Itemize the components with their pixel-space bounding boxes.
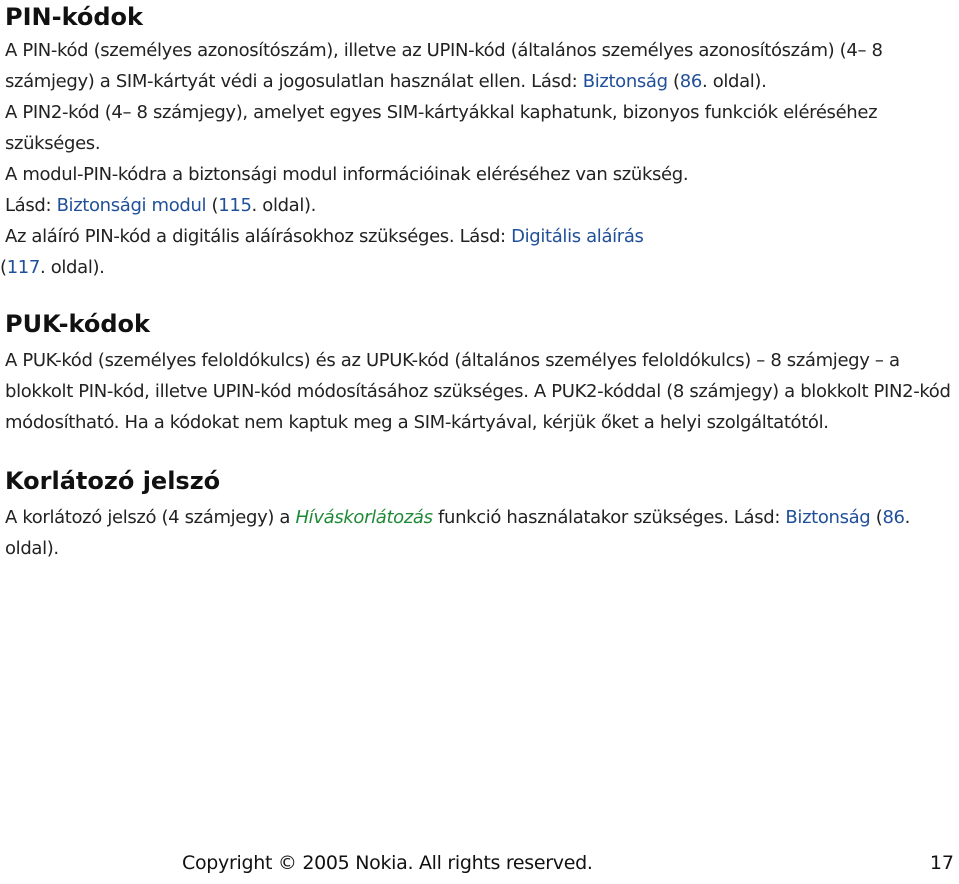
paragraph-pin-code [5, 35, 955, 97]
see-label: Lásd: [454, 226, 512, 247]
paragraph-signing-pin [0, 221, 955, 283]
link-biztonsagi-modul[interactable]: Biztonsági modul [56, 195, 207, 216]
page-footer [0, 852, 959, 882]
paragraph-puk-code: A PUK-kód (személyes feloldókulcs) és az UPUK-kód (általános személyes feloldókulcs) – 8 számjegy – a blokkolt PIN-kód, illetve UPIN-kód módosításához szükséges. A PUK2-kóddal (8 számjegy) a blokkolt PIN2-kód módosítható. Ha a kódokat nem kaptuk meg a SIM-kártyával, kérjük őket a helyi szolgáltatótól. [5, 350, 951, 433]
paragraph-text: Az aláíró PIN-kód a digitális aláírásokhoz szükséges. [5, 226, 455, 247]
copyright-notice: Copyright © 2005 Nokia. All rights reserved. [182, 852, 593, 874]
page-ref-suffix: . oldal). [251, 195, 317, 216]
see-label: Lásd: [5, 195, 57, 216]
paragraph-text: A korlátozó jelszó (4 számjegy) a [5, 507, 296, 528]
section-title-barring-password: Korlátozó jelszó [5, 467, 221, 495]
page-ref-suffix: . oldal). [5, 507, 911, 559]
paren-open: ( [667, 71, 680, 92]
section-title-puk-codes: PUK-kódok [5, 310, 150, 338]
page-ref-suffix: . oldal). [701, 71, 767, 92]
link-hivaskorlatozas[interactable]: Híváskorlátozás [295, 507, 433, 528]
link-biztonsag[interactable]: Biztonság [785, 507, 871, 528]
paragraph-text-continued: funkció használatakor szükséges. [432, 507, 729, 528]
link-digitalis-alairas[interactable]: Digitális aláírás [511, 226, 644, 247]
paragraph-pin2-code: A PIN2-kód (4– 8 számjegy), amelyet egyes SIM-kártyákkal kaphatunk, bizonyos funkciók eléréséhez szükséges. [5, 102, 878, 154]
paren-open: ( [206, 195, 219, 216]
paragraph-module-pin [5, 159, 955, 221]
paren-open: ( [0, 257, 7, 278]
page-ref-link[interactable]: 117 [6, 257, 40, 278]
see-label: Lásd: [531, 71, 583, 92]
see-label: Lásd: [728, 507, 786, 528]
page-ref-link[interactable]: 115 [218, 195, 252, 216]
page-ref-link[interactable]: 86 [679, 71, 702, 92]
paragraph-text: A PIN-kód (személyes azonosítószám), illetve az UPIN-kód (általános személyes azonosítószám) (4– 8 számjegy) a SIM-kártyát védi a jogosulatlan használat ellen. [5, 40, 883, 92]
page-number: 17 [929, 852, 954, 874]
section-title-pin-codes: PIN-kódok [5, 3, 143, 31]
paragraph-text: A modul-PIN-kódra a biztonsági modul információinak eléréséhez van szükség. [5, 164, 689, 185]
page-ref-link[interactable]: 86 [882, 507, 905, 528]
page-ref-suffix: . oldal). [40, 257, 105, 278]
link-biztonsag[interactable]: Biztonság [582, 71, 668, 92]
paragraph-barring-password [5, 502, 955, 564]
paren-open: ( [870, 507, 883, 528]
